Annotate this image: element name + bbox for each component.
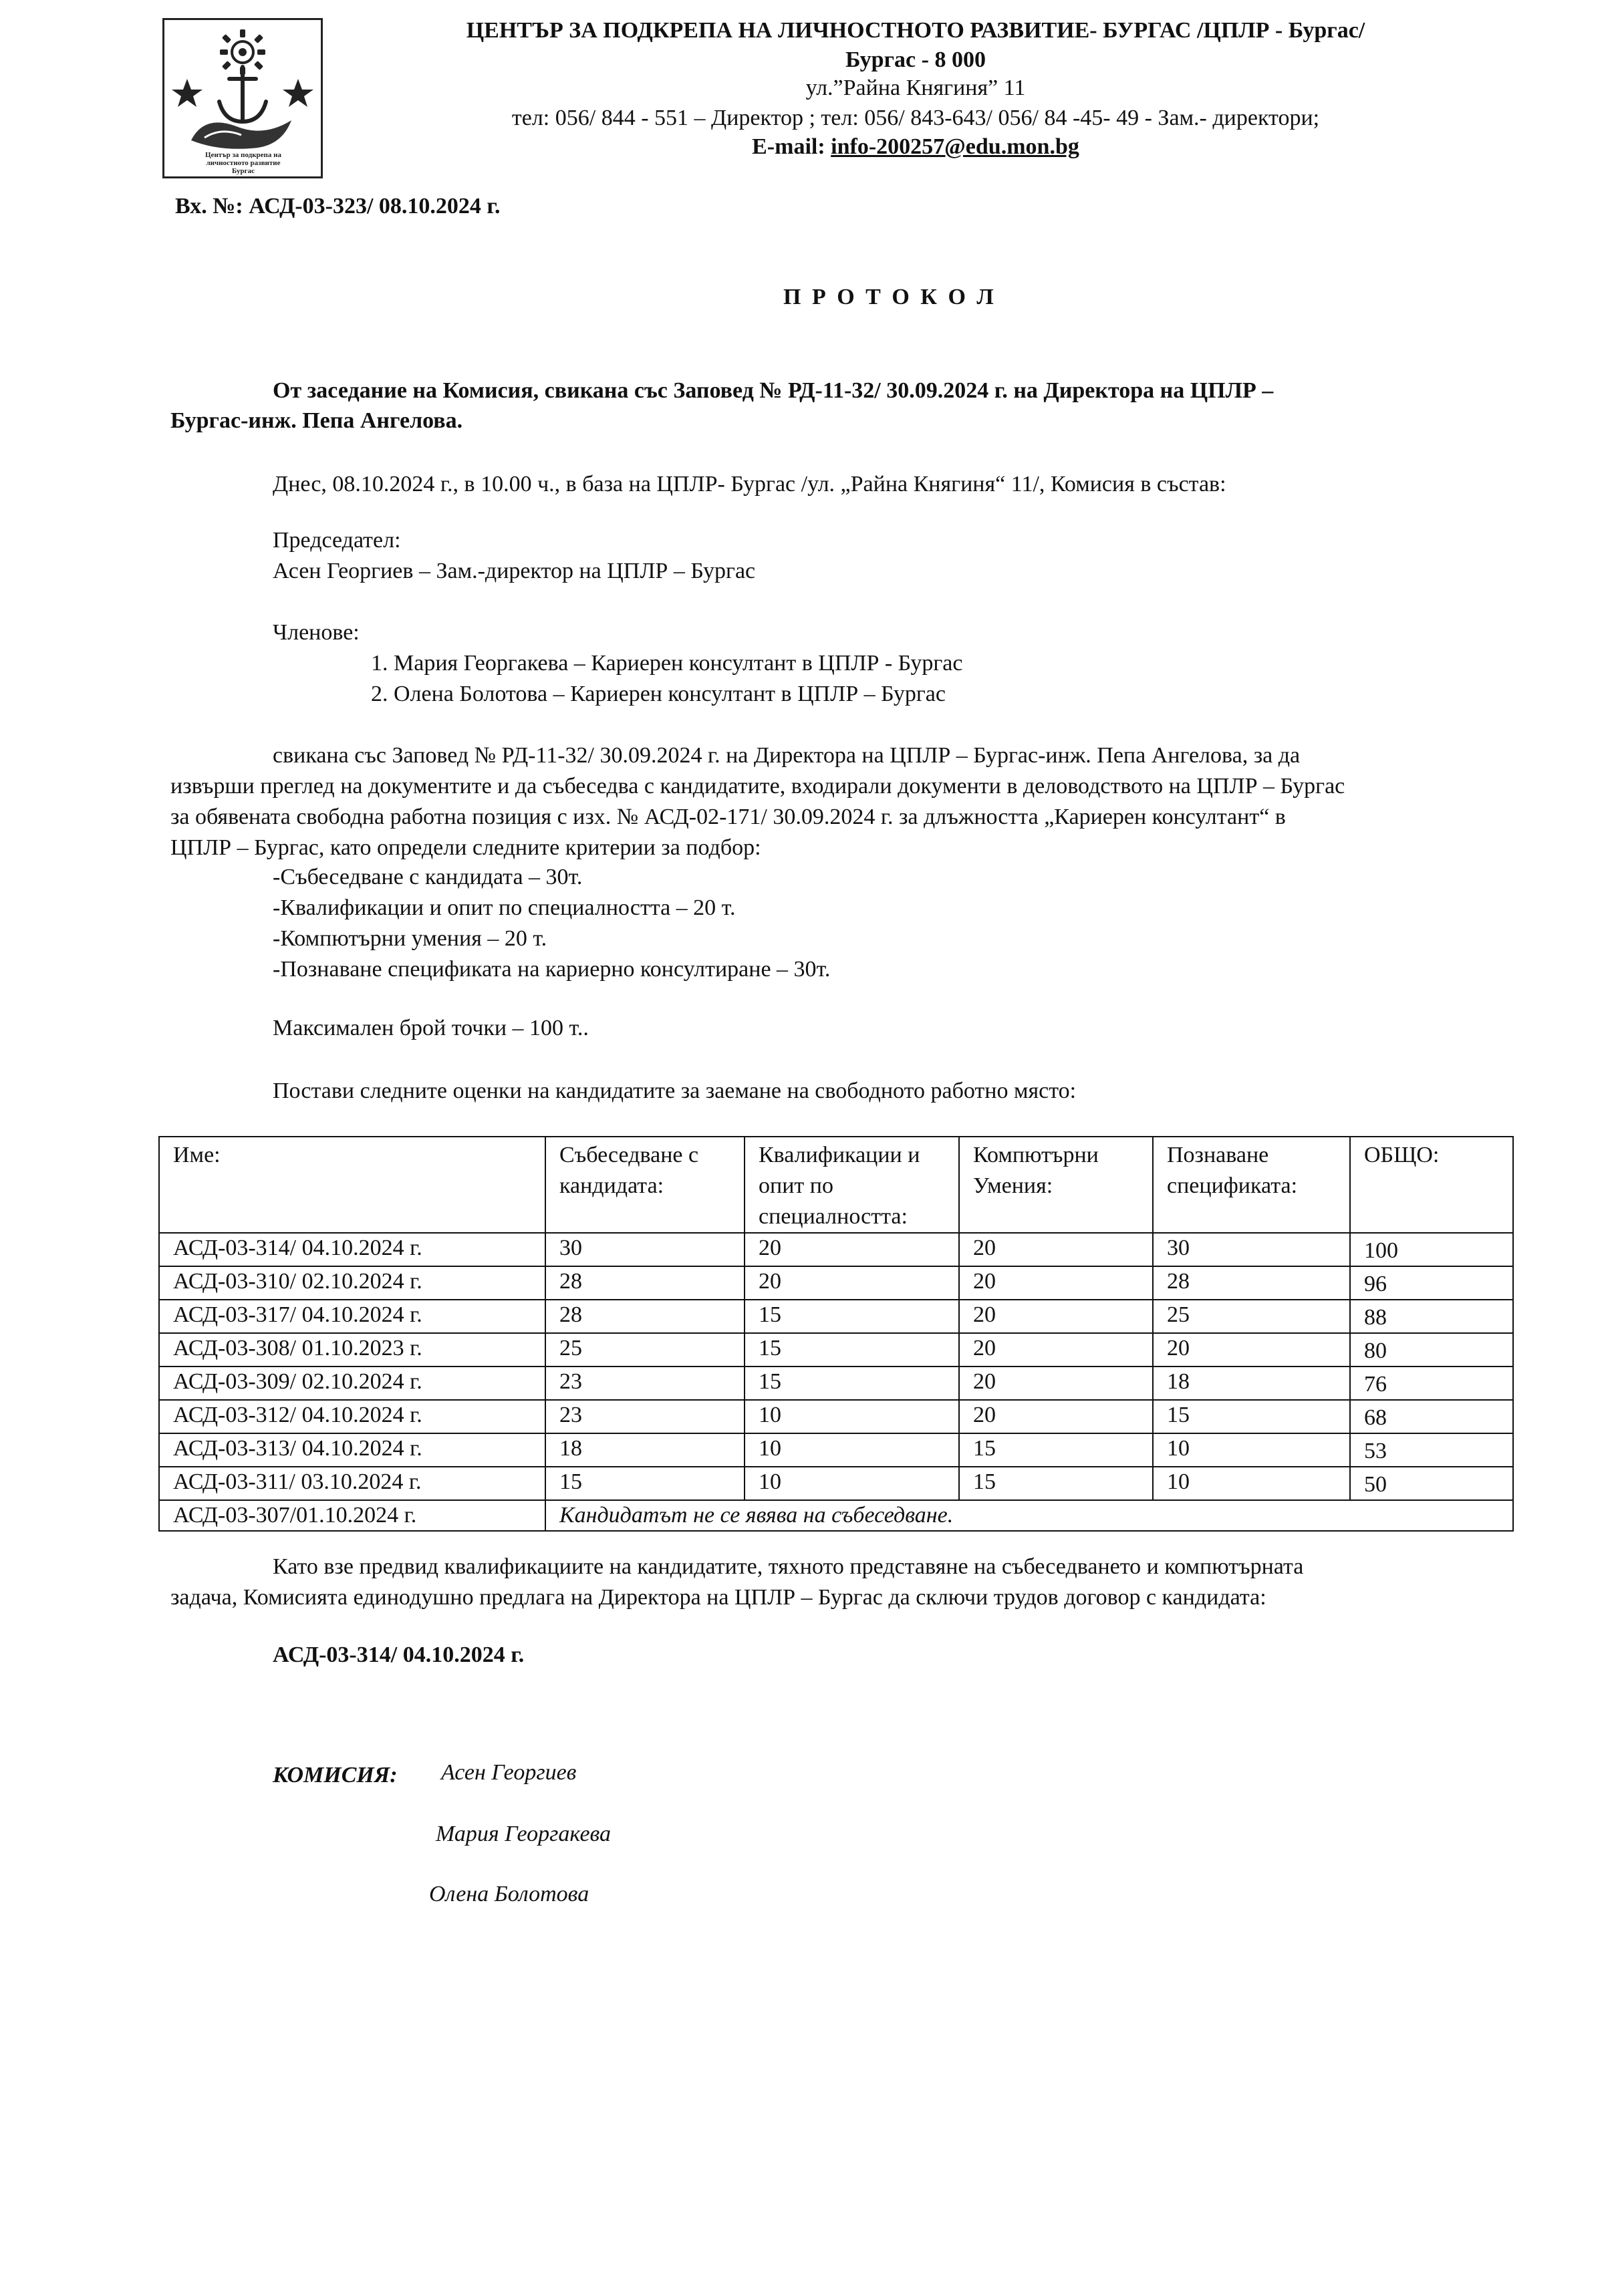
cell-name: АСД-03-314/ 04.10.2024 г. <box>159 1233 545 1266</box>
today-line: Днес, 08.10.2024 г., в 10.00 ч., в база на ЦПЛР- Бургас /ул. „Райна Княгиня“ 11/, Комисия в състав: <box>273 472 1226 496</box>
institution-title: ЦЕНТЪР ЗА ПОДКРЕПА НА ЛИЧНОСТНОТО РАЗВИТИЕ- БУРГАС /ЦПЛР - Бургас/ <box>466 18 1365 43</box>
cell-name: АСД-03-311/ 03.10.2024 г. <box>159 1467 545 1500</box>
cell-specifics: 15 <box>1153 1400 1350 1433</box>
cell-name: АСД-03-317/ 04.10.2024 г. <box>159 1300 545 1333</box>
cell-name: АСД-03-309/ 02.10.2024 г. <box>159 1367 545 1400</box>
cell-qualifications: 10 <box>745 1433 959 1467</box>
scores-intro: Постави следните оценки на кандидатите за заемане на свободното работно място: <box>273 1079 1077 1103</box>
email-line <box>321 134 1510 160</box>
table-row <box>159 1467 1513 1500</box>
cell-total: 100 <box>1350 1233 1513 1266</box>
cell-specifics: 10 <box>1153 1433 1350 1467</box>
cell-interview: 23 <box>545 1400 745 1433</box>
cell-name: АСД-03-313/ 04.10.2024 г. <box>159 1433 545 1467</box>
cell-interview: 23 <box>545 1367 745 1400</box>
criterion-item: -Събеседване с кандидата – 30т. <box>273 865 583 889</box>
cell-interview: 28 <box>545 1266 745 1300</box>
city-line: Бургас - 8 000 <box>845 47 986 72</box>
cell-interview: 18 <box>545 1433 745 1467</box>
table-header-row <box>159 1137 1513 1233</box>
cell-total: 80 <box>1350 1333 1513 1367</box>
chair-name: Асен Георгиев – Зам.-директор на ЦПЛР – Бургас <box>273 559 756 583</box>
convened-line-2: извърши преглед на документите и да събеседва с кандидатите, входирали документи в деловодството на ЦПЛР – Бургас <box>170 774 1345 799</box>
criterion-item: -Квалификации и опит по специалността – 20 т. <box>273 895 736 920</box>
cell-computer-skills: 20 <box>959 1367 1153 1400</box>
convened-line-4: ЦПЛР – Бургас, като определи следните критерии за подбор: <box>170 835 761 860</box>
logo-text-1: Център за подкрепа на <box>205 151 281 159</box>
signature-name: Мария Георгакева <box>436 1822 612 1846</box>
cell-total: 88 <box>1350 1300 1513 1333</box>
cell-computer-skills: 15 <box>959 1433 1153 1467</box>
table-row <box>159 1367 1513 1400</box>
cell-computer-skills: 20 <box>959 1300 1153 1333</box>
cell-name: АСД-03-312/ 04.10.2024 г. <box>159 1400 545 1433</box>
cell-computer-skills: 20 <box>959 1333 1153 1367</box>
table-row-absent <box>159 1500 1513 1531</box>
cell-qualifications: 10 <box>745 1467 959 1500</box>
logo-text-2: личностното развитие <box>206 159 281 167</box>
cell-computer-skills: 15 <box>959 1467 1153 1500</box>
cell-total: 76 <box>1350 1367 1513 1400</box>
cell-qualifications: 20 <box>745 1266 959 1300</box>
email-link[interactable]: info-200257@edu.mon.bg <box>831 134 1079 159</box>
header-specifics: Познаване спецификата: <box>1153 1137 1350 1233</box>
member-item: 2. Олена Болотова – Кариерен консултант в ЦПЛР – Бургас <box>371 682 946 706</box>
cell-qualifications: 15 <box>745 1300 959 1333</box>
cell-name: АСД-03-310/ 02.10.2024 г. <box>159 1266 545 1300</box>
table-row <box>159 1266 1513 1300</box>
conclusion-line-1: Като взе предвид квалификациите на кандидатите, тяхното представяне на събеседването и компютърната <box>273 1554 1304 1579</box>
header-interview: Събеседване с кандидата: <box>545 1137 745 1233</box>
table-row <box>159 1400 1513 1433</box>
cell-specifics: 20 <box>1153 1333 1350 1367</box>
absent-note: Кандидатът не се явява на събеседване. <box>545 1500 1513 1531</box>
cell-qualifications: 10 <box>745 1400 959 1433</box>
cell-name: АСД-03-308/ 01.10.2023 г. <box>159 1333 545 1367</box>
table-row <box>159 1233 1513 1266</box>
cell-interview: 25 <box>545 1333 745 1367</box>
cell-total: 50 <box>1350 1467 1513 1500</box>
table-row <box>159 1300 1513 1333</box>
cell-computer-skills: 20 <box>959 1233 1153 1266</box>
cell-interview: 15 <box>545 1467 745 1500</box>
selected-candidate: АСД-03-314/ 04.10.2024 г. <box>273 1642 525 1667</box>
cell-qualifications: 15 <box>745 1367 959 1400</box>
cell-computer-skills: 20 <box>959 1266 1153 1300</box>
commission-label: КОМИСИЯ: <box>273 1763 398 1787</box>
cell-qualifications: 20 <box>745 1233 959 1266</box>
cell-specifics: 30 <box>1153 1233 1350 1266</box>
table-row <box>159 1333 1513 1367</box>
cell-interview: 28 <box>545 1300 745 1333</box>
logo-text-3: Бургас <box>232 167 255 175</box>
conclusion-line-2: задача, Комисията единодушно предлага на Директора на ЦПЛР – Бургас да сключи трудов договор с кандидата: <box>170 1585 1266 1610</box>
criterion-item: -Компютърни умения – 20 т. <box>273 926 547 951</box>
incoming-number: Вх. №: АСД-03-323/ 08.10.2024 г. <box>175 194 501 219</box>
cell-specifics: 25 <box>1153 1300 1350 1333</box>
phone-line: тел: 056/ 844 - 551 – Директор ; тел: 056/ 843-643/ 056/ 84 -45- 49 - Зам.- директори; <box>511 106 1320 130</box>
email-label: E-mail: <box>752 134 825 159</box>
header-total: ОБЩО: <box>1350 1137 1513 1233</box>
convened-line-3: за обявената свободна работна позиция с изх. № АСД-02-171/ 30.09.2024 г. за длъжността „Кариерен консултант“ в <box>170 805 1286 829</box>
intro-line-2: Бургас-инж. Пепа Ангелова. <box>170 408 463 433</box>
signature-name: Асен Георгиев <box>441 1760 577 1785</box>
header-computer-skills: Компютърни Умения: <box>959 1137 1153 1233</box>
intro-line-1: От заседание на Комисия, свикана със Заповед № РД-11-32/ 30.09.2024 г. на Директора на ЦПЛР – <box>273 378 1274 403</box>
document-title: П Р О Т О К О Л <box>783 285 996 309</box>
cell-interview: 30 <box>545 1233 745 1266</box>
scores-table <box>158 1136 1514 1532</box>
header-name: Име: <box>159 1137 545 1233</box>
cell-name: АСД-03-307/01.10.2024 г. <box>159 1500 545 1531</box>
cell-total: 53 <box>1350 1433 1513 1467</box>
members-label: Членове: <box>273 620 360 645</box>
street-line: ул.”Райна Княгиня” 11 <box>805 76 1026 100</box>
cell-total: 96 <box>1350 1266 1513 1300</box>
max-points: Максимален брой точки – 100 т.. <box>273 1016 589 1040</box>
table-row <box>159 1433 1513 1467</box>
cell-qualifications: 15 <box>745 1333 959 1367</box>
signature-name: Олена Болотова <box>429 1882 589 1906</box>
cell-specifics: 28 <box>1153 1266 1350 1300</box>
cell-computer-skills: 20 <box>959 1400 1153 1433</box>
header-qualifications: Квалификации и опит по специалността: <box>745 1137 959 1233</box>
chair-label: Председател: <box>273 528 401 553</box>
member-item: 1. Мария Георгакева – Кариерен консултант в ЦПЛР - Бургас <box>371 651 963 676</box>
criterion-item: -Познаване спецификата на кариерно консултиране – 30т. <box>273 957 831 982</box>
cell-total: 68 <box>1350 1400 1513 1433</box>
cell-specifics: 10 <box>1153 1467 1350 1500</box>
cell-specifics: 18 <box>1153 1367 1350 1400</box>
convened-line-1: свикана със Заповед № РД-11-32/ 30.09.2024 г. на Директора на ЦПЛР – Бургас-инж. Пепа Ангелова, за да <box>273 743 1301 768</box>
logo <box>162 18 323 178</box>
